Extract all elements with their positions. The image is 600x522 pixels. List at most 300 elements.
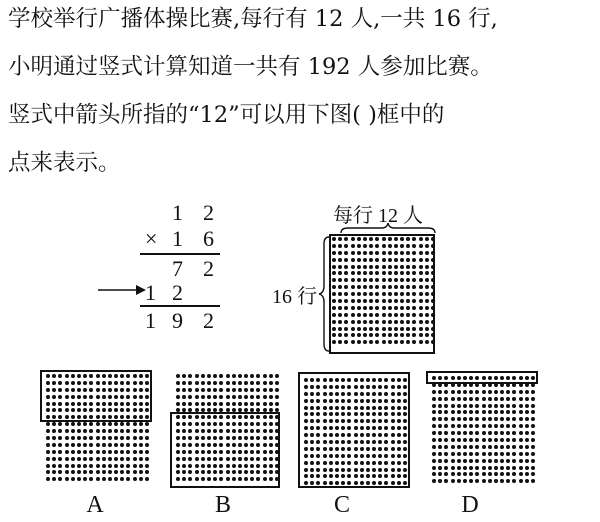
dot — [369, 251, 373, 255]
dot — [475, 438, 479, 442]
dot — [506, 445, 510, 449]
dot — [432, 459, 436, 463]
dot — [432, 397, 436, 401]
dot — [431, 271, 435, 275]
dot — [519, 417, 523, 421]
dot — [58, 470, 62, 474]
dot — [133, 422, 137, 426]
dot — [506, 410, 510, 414]
dot — [494, 410, 498, 414]
dot — [145, 477, 149, 481]
dot — [412, 313, 416, 317]
dot — [488, 397, 492, 401]
dot — [469, 390, 473, 394]
mult-digit: 1 — [145, 280, 156, 305]
dot — [457, 459, 461, 463]
dot — [332, 340, 336, 344]
dot — [102, 443, 106, 447]
dot — [451, 410, 455, 414]
dot — [351, 306, 355, 310]
dot — [357, 244, 361, 248]
dot — [363, 340, 367, 344]
dot — [488, 410, 492, 414]
dot — [519, 424, 523, 428]
dot — [419, 265, 423, 269]
dot — [394, 244, 398, 248]
dot — [431, 244, 435, 248]
dot — [263, 402, 267, 406]
dot — [475, 452, 479, 456]
dot — [432, 472, 436, 476]
dot — [382, 285, 386, 289]
dot — [525, 431, 529, 435]
mult-digit: 6 — [203, 226, 214, 251]
dot — [469, 404, 473, 408]
dot — [506, 404, 510, 408]
dot — [46, 470, 50, 474]
dot — [394, 271, 398, 275]
dot — [139, 457, 143, 461]
dot — [451, 431, 455, 435]
dot — [357, 285, 361, 289]
dot — [344, 285, 348, 289]
dot — [494, 452, 498, 456]
dot — [488, 466, 492, 470]
dot — [133, 443, 137, 447]
dot — [338, 313, 342, 317]
dot — [425, 292, 429, 296]
dot — [431, 313, 435, 317]
dot — [512, 431, 516, 435]
dot — [344, 333, 348, 337]
dot — [463, 438, 467, 442]
dot — [77, 436, 81, 440]
dot — [375, 333, 379, 337]
dot — [469, 459, 473, 463]
dot — [188, 381, 192, 385]
row-count-label: 每行 12 人 — [333, 205, 423, 227]
dot — [432, 438, 436, 442]
dot — [400, 244, 404, 248]
mult-rule-line — [140, 305, 220, 307]
dot — [201, 395, 205, 399]
dot — [332, 265, 336, 269]
mult-digit: 2 — [203, 256, 214, 281]
dot — [332, 271, 336, 275]
dot — [469, 410, 473, 414]
dot — [382, 251, 386, 255]
dot — [46, 450, 50, 454]
dot — [77, 470, 81, 474]
mult-digit: 2 — [203, 200, 214, 225]
dot — [369, 306, 373, 310]
dot — [512, 466, 516, 470]
dot — [52, 477, 56, 481]
dot — [406, 313, 410, 317]
dot — [133, 457, 137, 461]
dot — [219, 395, 223, 399]
dot — [531, 397, 535, 401]
arrow-icon — [98, 282, 148, 298]
dot — [351, 278, 355, 282]
dot — [363, 292, 367, 296]
dot — [89, 443, 93, 447]
dot — [77, 464, 81, 468]
dot — [419, 278, 423, 282]
dot — [494, 404, 498, 408]
dot — [338, 251, 342, 255]
dot — [351, 320, 355, 324]
dot — [275, 402, 279, 406]
dot — [431, 292, 435, 296]
option-d-label: D — [461, 492, 479, 518]
dot — [351, 327, 355, 331]
dot — [525, 397, 529, 401]
dot — [425, 333, 429, 337]
dot — [244, 395, 248, 399]
dot — [357, 313, 361, 317]
dot — [332, 333, 336, 337]
dot — [406, 306, 410, 310]
dot — [500, 410, 504, 414]
dot — [213, 395, 217, 399]
dot — [451, 459, 455, 463]
dot — [400, 333, 404, 337]
dot — [77, 457, 81, 461]
dot — [108, 422, 112, 426]
dot — [263, 395, 267, 399]
dot — [388, 340, 392, 344]
dot — [457, 472, 461, 476]
dot — [250, 374, 254, 378]
dot — [369, 244, 373, 248]
dot — [531, 459, 535, 463]
dot — [351, 299, 355, 303]
dot — [256, 381, 260, 385]
dot — [388, 258, 392, 262]
dot — [525, 404, 529, 408]
dot — [382, 244, 386, 248]
dot — [463, 466, 467, 470]
dot — [506, 466, 510, 470]
dot — [444, 459, 448, 463]
dot — [382, 306, 386, 310]
dot — [525, 479, 529, 483]
dot — [400, 271, 404, 275]
dot — [431, 251, 435, 255]
dot — [475, 410, 479, 414]
dot — [457, 404, 461, 408]
dot — [506, 397, 510, 401]
dot — [182, 388, 186, 392]
dot — [394, 258, 398, 262]
dot — [102, 477, 106, 481]
dot — [394, 237, 398, 241]
dot — [382, 340, 386, 344]
dot — [58, 450, 62, 454]
dot — [77, 443, 81, 447]
dot — [263, 374, 267, 378]
dot — [406, 265, 410, 269]
dot — [419, 258, 423, 262]
dot — [500, 438, 504, 442]
main-dot-grid — [332, 237, 435, 344]
dot — [120, 443, 124, 447]
dot — [332, 292, 336, 296]
dot — [332, 313, 336, 317]
dot — [512, 445, 516, 449]
multiply-operator: × — [145, 226, 158, 251]
dot — [46, 436, 50, 440]
dot — [400, 292, 404, 296]
mult-digit: 2 — [172, 280, 183, 305]
dot — [531, 472, 535, 476]
dot — [425, 313, 429, 317]
dot — [46, 443, 50, 447]
dot — [388, 278, 392, 282]
dot — [58, 443, 62, 447]
dot — [344, 244, 348, 248]
dot — [256, 402, 260, 406]
dot — [519, 479, 523, 483]
dot — [500, 445, 504, 449]
dot — [506, 438, 510, 442]
dot — [375, 306, 379, 310]
dot — [488, 404, 492, 408]
dot — [89, 450, 93, 454]
dot — [89, 436, 93, 440]
dot — [238, 374, 242, 378]
dot — [432, 479, 436, 483]
dot — [351, 313, 355, 317]
dot — [344, 292, 348, 296]
dot — [438, 438, 442, 442]
dot — [65, 443, 69, 447]
dot — [108, 470, 112, 474]
dot — [102, 429, 106, 433]
dot — [256, 374, 260, 378]
dot — [357, 292, 361, 296]
dot — [488, 424, 492, 428]
dot — [232, 388, 236, 392]
dot — [512, 390, 516, 394]
dot — [363, 271, 367, 275]
dot — [357, 299, 361, 303]
mult-rule-line — [140, 253, 220, 255]
option-a-label: A — [86, 492, 104, 518]
dot — [145, 429, 149, 433]
dot — [412, 306, 416, 310]
dot — [388, 333, 392, 337]
dot — [369, 333, 373, 337]
dot — [188, 374, 192, 378]
option-c-highlight-box — [298, 372, 410, 488]
dot — [96, 422, 100, 426]
dot — [195, 381, 199, 385]
dot — [52, 429, 56, 433]
dot — [351, 285, 355, 289]
dot — [419, 320, 423, 324]
dot — [89, 422, 93, 426]
dot — [238, 388, 242, 392]
dot — [382, 278, 386, 282]
dot — [232, 395, 236, 399]
dot — [114, 477, 118, 481]
dot — [388, 285, 392, 289]
dot — [432, 466, 436, 470]
dot — [488, 445, 492, 449]
dot — [431, 237, 435, 241]
dot — [102, 464, 106, 468]
dot — [494, 459, 498, 463]
dot — [71, 443, 75, 447]
dot — [108, 443, 112, 447]
dot — [207, 402, 211, 406]
dot — [412, 327, 416, 331]
dot — [394, 306, 398, 310]
dot — [219, 381, 223, 385]
dot — [369, 299, 373, 303]
dot — [444, 424, 448, 428]
dot — [375, 320, 379, 324]
dot — [425, 265, 429, 269]
dot — [369, 278, 373, 282]
dot — [332, 299, 336, 303]
dot — [369, 265, 373, 269]
dot — [338, 327, 342, 331]
option-a-highlight-box — [40, 370, 152, 422]
dot — [145, 470, 149, 474]
question-line-4: 点来表示。 — [8, 150, 121, 176]
dot — [120, 470, 124, 474]
dot — [400, 278, 404, 282]
dot — [375, 237, 379, 241]
dot — [96, 443, 100, 447]
dot — [71, 457, 75, 461]
dot — [432, 404, 436, 408]
dot — [419, 244, 423, 248]
dot — [457, 479, 461, 483]
dot — [375, 244, 379, 248]
dot — [394, 313, 398, 317]
dot — [357, 265, 361, 269]
dot — [89, 470, 93, 474]
dot — [482, 466, 486, 470]
dot — [139, 470, 143, 474]
dot — [126, 436, 130, 440]
dot — [133, 450, 137, 454]
dot — [400, 237, 404, 241]
dot — [126, 422, 130, 426]
dot — [226, 402, 230, 406]
dot — [431, 327, 435, 331]
dot — [469, 445, 473, 449]
dot — [126, 464, 130, 468]
dot — [108, 450, 112, 454]
dot — [114, 443, 118, 447]
dot — [475, 466, 479, 470]
dot — [438, 431, 442, 435]
dot — [77, 450, 81, 454]
dot — [133, 436, 137, 440]
dot — [71, 436, 75, 440]
dot — [275, 395, 279, 399]
dot — [419, 292, 423, 296]
dot — [139, 436, 143, 440]
dot — [375, 271, 379, 275]
dot — [500, 472, 504, 476]
option-b-label: B — [214, 492, 231, 518]
dot — [463, 445, 467, 449]
dot — [52, 464, 56, 468]
dot — [500, 397, 504, 401]
dot — [482, 438, 486, 442]
dot — [444, 431, 448, 435]
dot — [363, 327, 367, 331]
dot — [406, 258, 410, 262]
dot — [451, 397, 455, 401]
dot — [256, 388, 260, 392]
dot — [406, 333, 410, 337]
option-d-highlight-box — [426, 371, 538, 384]
dot — [419, 237, 423, 241]
dot — [482, 472, 486, 476]
dot — [419, 285, 423, 289]
dot — [65, 436, 69, 440]
dot — [463, 417, 467, 421]
dot — [338, 237, 342, 241]
dot — [519, 466, 523, 470]
dot — [488, 390, 492, 394]
dot — [120, 457, 124, 461]
dot — [494, 472, 498, 476]
dot — [244, 388, 248, 392]
dot — [394, 265, 398, 269]
dot — [357, 333, 361, 337]
dot — [475, 390, 479, 394]
dot — [488, 438, 492, 442]
dot — [425, 244, 429, 248]
dot — [475, 472, 479, 476]
dot — [65, 422, 69, 426]
dot — [120, 450, 124, 454]
dot — [207, 388, 211, 392]
dot — [351, 265, 355, 269]
dot — [388, 237, 392, 241]
dot — [213, 381, 217, 385]
dot — [382, 265, 386, 269]
dot — [475, 404, 479, 408]
dot — [482, 459, 486, 463]
mult-digit: 7 — [172, 256, 183, 281]
dot — [463, 452, 467, 456]
dot — [475, 417, 479, 421]
dot — [369, 292, 373, 296]
dot — [463, 424, 467, 428]
dot — [263, 388, 267, 392]
dot — [494, 466, 498, 470]
dot — [363, 285, 367, 289]
dot — [457, 390, 461, 394]
dot — [431, 320, 435, 324]
dot — [519, 459, 523, 463]
dot — [512, 410, 516, 414]
dot — [394, 251, 398, 255]
dot — [120, 464, 124, 468]
dot — [188, 395, 192, 399]
dot — [375, 258, 379, 262]
dot — [126, 477, 130, 481]
